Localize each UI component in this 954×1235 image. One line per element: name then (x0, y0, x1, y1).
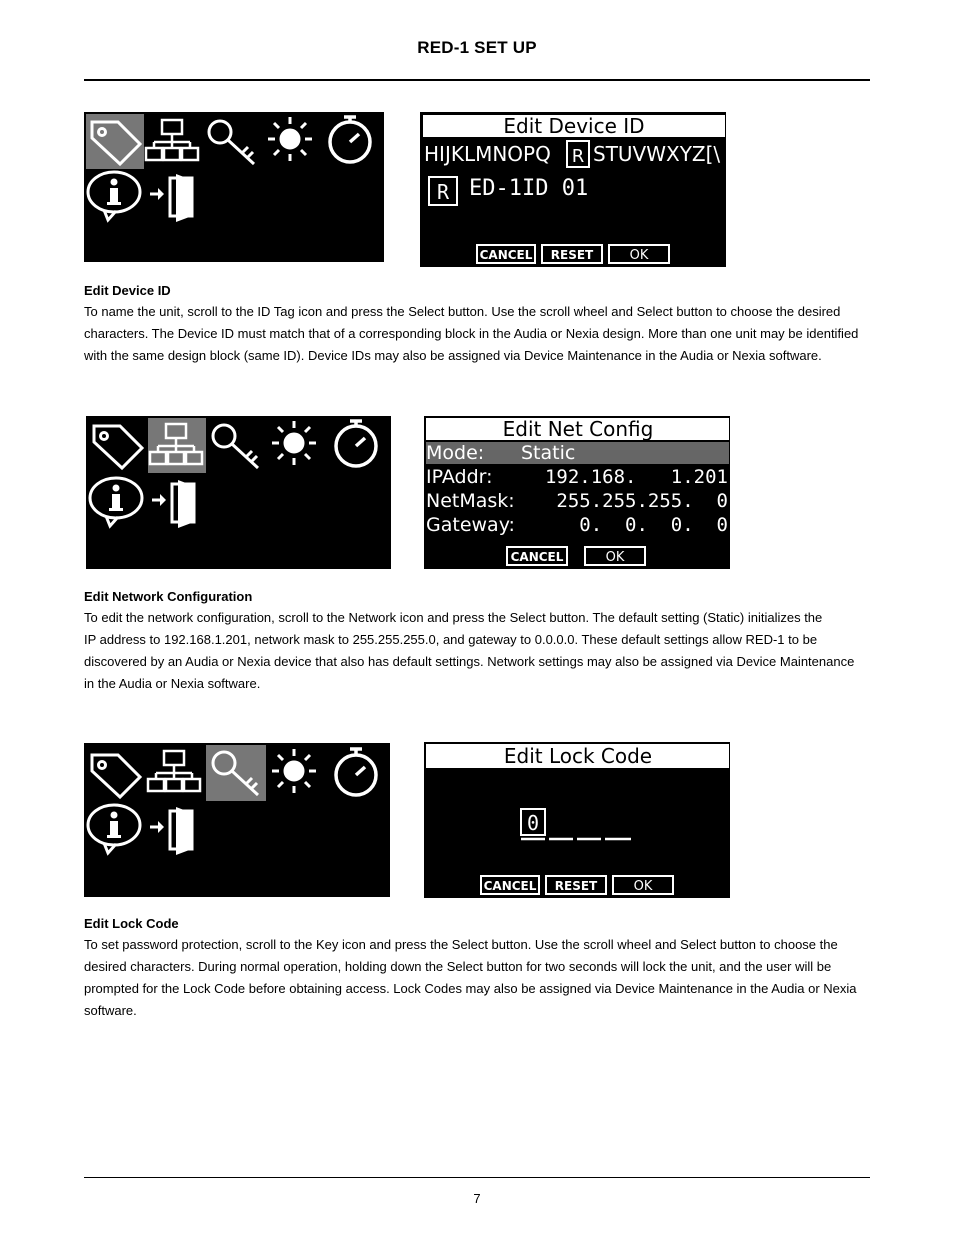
device-id-value: ED-1ID 01 (469, 176, 589, 201)
key-icon (213, 425, 258, 468)
ok-button-label: OK (633, 879, 653, 894)
char-list-right: STUVWXYZ[\ (593, 142, 721, 166)
brightness-icon (272, 421, 316, 465)
field-cursor: R (436, 180, 450, 204)
menu-screen-network-selected (86, 416, 391, 569)
char-list-left: HIJKLMNOPQ (424, 142, 551, 166)
section-body-net-config: To edit the network configuration, scroll to the Network icon and press the Select button. The default setting (Static) initializes the IP address to 192.168.1.201, network mask to 255.255.255.0, and gateway to 0.0.0.0. These default settings allow RED-1 to be discovered by an Audia or Nexia device that also has default settings. Network settings may also be assigned via Device Maintenance in the Audia or Nexia software. (84, 610, 855, 691)
exit-icon (152, 480, 194, 528)
info-icon (88, 172, 140, 220)
section-heading-device-id: Edit Device ID (84, 283, 171, 298)
mode-value[interactable]: Static (521, 442, 576, 464)
cancel-button[interactable] (481, 876, 539, 894)
edit-lock-code-screen (424, 742, 730, 898)
reset-button[interactable] (546, 876, 606, 894)
gateway-label: Gateway: (426, 514, 515, 536)
footer-rule (84, 1177, 870, 1178)
network-icon (148, 751, 200, 791)
ok-button-label: OK (605, 550, 625, 565)
mode-label: Mode: (426, 442, 485, 464)
brightness-icon (268, 117, 312, 161)
reset-button[interactable] (542, 245, 602, 263)
char-selected: R (571, 146, 585, 167)
cancel-button[interactable] (507, 547, 567, 565)
network-icon (146, 120, 198, 160)
stopwatch-icon (336, 749, 376, 795)
cancel-button[interactable] (477, 245, 535, 263)
edit-net-config-screen (424, 416, 730, 569)
page-title: RED-1 SET UP (417, 38, 537, 57)
stopwatch-icon (330, 117, 370, 162)
ok-button[interactable] (609, 245, 669, 263)
section-body-lock-code: To set password protection, scroll to the Key icon and press the Select button. Use the scroll wheel and Select button to choose the desired characters. During normal operation, holding down the Select button for two seconds will lock the unit, and the user will be prompted for the Lock Code before obtaining access. Lock Codes may also be assigned via Device Maintenance in the Audia or Nexia software. (84, 937, 857, 1018)
section-heading-lock-code: Edit Lock Code (84, 916, 179, 931)
screen-title: Edit Device ID (503, 114, 645, 138)
section-heading-net-config: Edit Network Configuration (84, 589, 253, 604)
gateway-value[interactable]: 0. 0. 0. 0 (556, 514, 728, 536)
info-icon (90, 478, 142, 526)
cancel-button-label: CANCEL (510, 550, 564, 564)
edit-device-id-screen (420, 112, 726, 267)
tag-icon (94, 426, 142, 468)
ip-value[interactable]: 192.168. 1.201 (544, 466, 728, 488)
header-rule (84, 79, 870, 81)
tag-icon (92, 755, 140, 797)
ip-label: IPAddr: (426, 466, 493, 488)
page-number: 7 (473, 1191, 481, 1206)
screen-title: Edit Lock Code (503, 744, 653, 768)
cancel-button-label: CANCEL (483, 879, 537, 893)
ok-button-label: OK (629, 248, 649, 263)
info-icon (88, 805, 140, 853)
lock-code-digit[interactable]: 0 (526, 811, 540, 835)
key-icon (209, 121, 254, 164)
cancel-button-label: CANCEL (479, 248, 533, 262)
screen-title: Edit Net Config (502, 417, 654, 441)
netmask-value[interactable]: 255.255.255. 0 (556, 490, 728, 512)
stopwatch-icon (336, 421, 376, 466)
menu-screen-tag-selected (84, 112, 384, 262)
netmask-label: NetMask: (426, 490, 515, 512)
exit-icon (150, 174, 192, 222)
section-body-device-id: To name the unit, scroll to the ID Tag icon and press the Select button. Use the scroll wheel and Select button to choose the desired characters. The Device ID must match that of a corresponding block in the Audia or Nexia design. More than one unit may be identified with the same design block (same ID). Device IDs may also be assigned via Device Maintenance in the Audia or Nexia software. (84, 304, 859, 363)
exit-icon (150, 807, 192, 855)
ok-button[interactable] (613, 876, 673, 894)
ok-button[interactable] (585, 547, 645, 565)
reset-button-label: RESET (550, 248, 594, 262)
menu-screen-key-selected (84, 743, 390, 897)
brightness-icon (272, 749, 316, 793)
reset-button-label: RESET (554, 879, 598, 893)
